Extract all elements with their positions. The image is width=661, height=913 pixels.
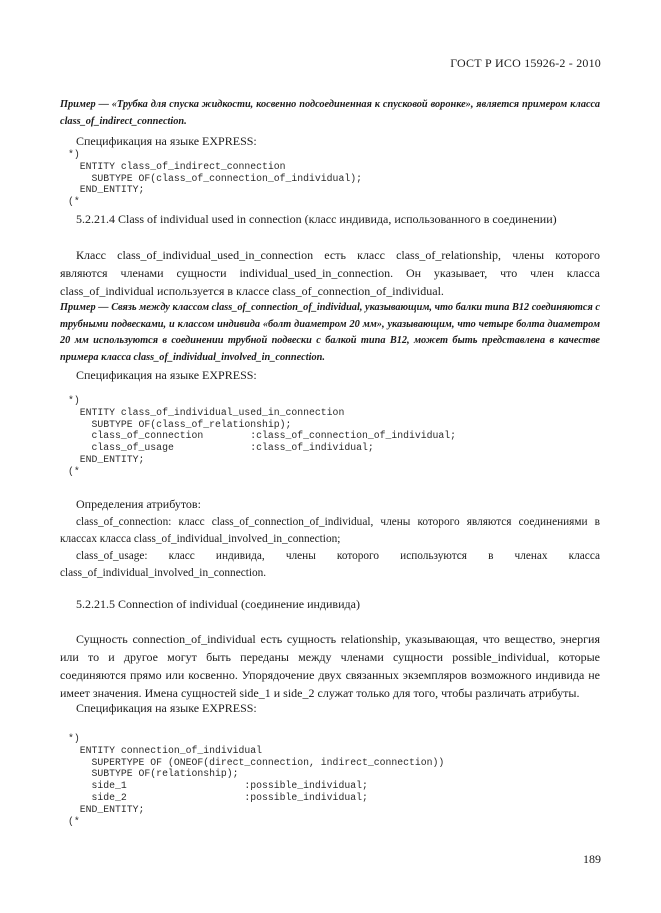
page-number: 189 xyxy=(583,852,601,866)
attribute-text: класс class_of_connection_of_individual, члены которого являются соединениями в классах класса class_of_individual_involved_in_connection; xyxy=(60,516,600,545)
example-note-1 xyxy=(60,97,600,130)
express-code-block-3: *) ENTITY connection_of_individual SUPERTYPE OF (ONEOF(direct_connection, indirect_connection)) SUBTYPE OF(relationship); side_1 :possible_individual; side_2 :possible_individual; END_ENTITY; (* xyxy=(68,733,445,827)
example-note-2 xyxy=(60,300,600,366)
express-spec-label: Спецификация на языке EXPRESS: xyxy=(76,701,257,715)
example-label: Пример — xyxy=(60,302,112,313)
section-heading-5-2-21-5: 5.2.21.5 Connection of individual (соединение индивида) xyxy=(76,597,360,611)
express-spec-label: Спецификация на языке EXPRESS: xyxy=(76,134,257,148)
attribute-text: класс индивида, члены которого используются в членах класса class_of_individual_involved_in_connection. xyxy=(60,550,600,579)
express-spec-label: Спецификация на языке EXPRESS: xyxy=(76,368,257,382)
attribute-definition-class-of-usage xyxy=(60,548,600,582)
document-standard-header: ГОСТ Р ИСО 15926-2 - 2010 xyxy=(450,56,601,70)
express-code-block-2: *) ENTITY class_of_individual_used_in_connection SUBTYPE OF(class_of_relationship); class_of_connection :class_of_connection_of_individual; class_of_usage :class_of_individual; END_ENTITY; (* xyxy=(68,395,457,477)
attribute-definitions-title: Определения атрибутов: xyxy=(76,497,201,511)
section-heading-5-2-21-4: 5.2.21.4 Class of individual used in connection (класс индивида, использованного в соединении) xyxy=(76,212,557,226)
attribute-term: class_of_usage: xyxy=(76,550,148,562)
paragraph-connection-of-individual: Сущность connection_of_individual есть сущность relationship, указывающая, что вещество, энергия или то и другое могут быть переданы между членами сущности possible_individual, которые соединяются прямо или косвенно. Упорядочение двух связанных экземпляров возможного индивида не имеет значения. Имена сущностей side_1 и side_2 служат только для того, чтобы различать атрибуты. xyxy=(60,632,600,700)
example-label: Пример — xyxy=(60,99,112,110)
express-code-block-1: *) ENTITY class_of_indirect_connection SUBTYPE OF(class_of_connection_of_individual); END_ENTITY; (* xyxy=(68,149,362,208)
attribute-definition-class-of-connection xyxy=(60,514,600,548)
example-text: «Трубка для спуска жидкости, косвенно подсоединенная к спусковой воронке», является примером класса class_of_indirect_connection. xyxy=(60,99,600,127)
example-text: Связь между классом class_of_connection_of_individual, указывающим, что балки типа В12 соединяются с трубными подвесками, и классом индивида «болт диаметром 20 мм», указывающим, что четыре болта диаметром 20 мм используются в соединении трубной подвески с балкой типа В12, может быть представлена в качестве примера класса class_of_individual_involved_in_connection. xyxy=(60,302,600,363)
attribute-term: class_of_connection: xyxy=(76,516,172,528)
paragraph-class-of-individual-used: Класс class_of_individual_used_in_connection есть класс class_of_relationship, члены которого являются членами сущности individual_used_in_connection. Он указывает, что член класса class_of_individual используется в классе class_of_connection_of_individual. xyxy=(60,248,600,298)
